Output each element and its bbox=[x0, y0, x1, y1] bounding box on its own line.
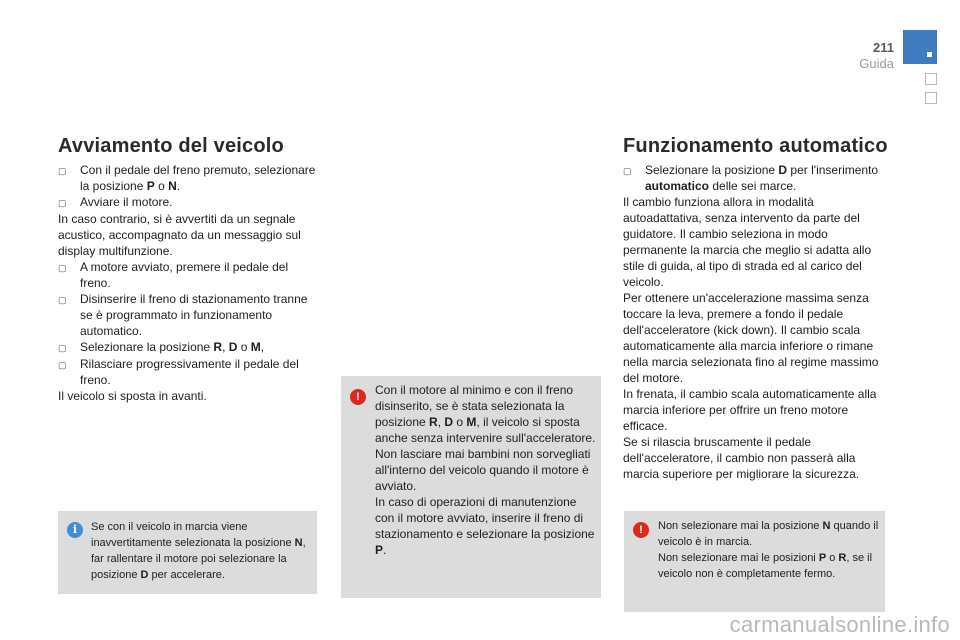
list-item: ▢ A motore avviato, premere il pedale del freno. bbox=[58, 260, 289, 290]
warning-box-right bbox=[624, 511, 885, 612]
list-item: ▢ Selezionare la posizione D per l'inserimento automatico delle sei marce. bbox=[623, 163, 879, 193]
square-bullet-icon: ▢ bbox=[58, 343, 67, 353]
square-bullet-icon: ▢ bbox=[58, 198, 67, 208]
chapter-tab[interactable] bbox=[925, 73, 937, 85]
square-bullet-icon: ▢ bbox=[58, 263, 67, 273]
warning-box-text: Con il motore al minimo e con il freno disinserito, se è stata selezionata la posizione R, D o M, il veicolo si sposta anche senza intervenire sull'acceleratore. Non lasciare mai bambini non sorvegliati all'interno del veicolo quando il motore è avviato. In caso di operazioni di manutenzione con il motore avviato, inserire il freno di stazionamento e selezionare la posizione P. bbox=[375, 383, 596, 557]
paragraph: Se si rilascia bruscamente il pedale dell'acceleratore, il cambio non passerà alla marcia superiore per migliorare la sicurezza. bbox=[623, 435, 860, 481]
paragraph: Il cambio funziona allora in modalità autoadattativa, senza intervento da parte del guidatore. Il cambio seleziona in modo permanente la marcia che meglio si adatta allo stile di guida, al tipo di strada ed al carico del veicolo. bbox=[623, 195, 872, 289]
square-bullet-icon: ▢ bbox=[58, 295, 67, 305]
page-number: 211 bbox=[873, 40, 894, 55]
exclamation-icon: ! bbox=[350, 389, 366, 405]
chapter-tab-active[interactable] bbox=[903, 30, 937, 64]
list-item: ▢ Rilasciare progressivamente il pedale del freno. bbox=[58, 357, 299, 387]
list-item: ▢ Selezionare la posizione R, D o M, bbox=[58, 340, 265, 354]
list-item: ▢ Con il pedale del freno premuto, selezionare la posizione P o N. bbox=[58, 163, 316, 193]
square-bullet-icon: ▢ bbox=[623, 166, 632, 176]
paragraph: In caso contrario, si è avvertiti da un segnale acustico, accompagnato da un messaggio sul display multifunzione. bbox=[58, 212, 301, 258]
left-column-text bbox=[58, 162, 320, 404]
list-item: ▢ Avviare il motore. bbox=[58, 195, 173, 209]
paragraph: Per ottenere un'accelerazione massima senza toccare la leva, premere a fondo il pedale dell'acceleratore (kick down). Il cambio scala automaticamente alla marcia inferiore o rimane nella marcia selezionata fino al regime massimo del motore. bbox=[623, 291, 879, 385]
watermark: carmanualsonline.info bbox=[729, 612, 950, 637]
right-column-text bbox=[623, 162, 885, 482]
section-title-avviamento: Avviamento del veicolo bbox=[58, 135, 284, 157]
tab-dot-icon bbox=[927, 52, 932, 57]
warning-box-right-text: Non selezionare mai la posizione N quando il veicolo è in marcia. Non selezionare mai le posizioni P o R, se il veicolo non è completamente fermo. bbox=[658, 520, 879, 580]
paragraph: Il veicolo si sposta in avanti. bbox=[58, 389, 207, 403]
chapter-tab[interactable] bbox=[925, 92, 937, 104]
warning-box-center bbox=[341, 376, 601, 598]
square-bullet-icon: ▢ bbox=[58, 360, 67, 370]
square-bullet-icon: ▢ bbox=[58, 166, 67, 176]
list-item: ▢ Disinserire il freno di stazionamento tranne se è programmato in funzionamento automatico. bbox=[58, 292, 308, 338]
info-box bbox=[58, 511, 317, 594]
section-label: Guida bbox=[859, 56, 894, 71]
section-title-funzionamento: Funzionamento automatico bbox=[623, 135, 888, 157]
info-box-text: Se con il veicolo in marcia viene inavvertitamente selezionata la posizione N, far rallentare il motore poi selezionare la posizione D per accelerare. bbox=[91, 521, 306, 581]
paragraph: In frenata, il cambio scala automaticamente alla marcia inferiore per offrire un freno motore efficace. bbox=[623, 387, 877, 433]
exclamation-icon: ! bbox=[633, 522, 649, 538]
info-icon: i bbox=[67, 522, 83, 538]
